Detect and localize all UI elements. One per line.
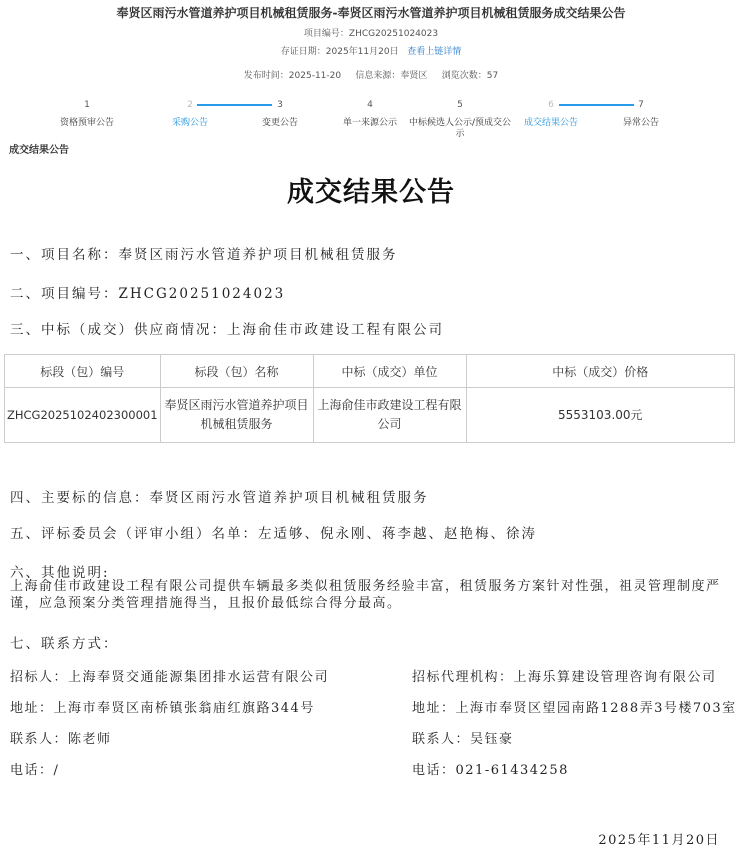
publish-time: 发布时间：2025-11-20 bbox=[243, 71, 342, 81]
announcement-steps bbox=[40, 98, 700, 138]
agency-address: 地址：上海市奉贤区望园南路1288弄3号楼703室 bbox=[412, 701, 737, 716]
meta-line bbox=[0, 68, 742, 81]
table-header-row bbox=[5, 355, 735, 388]
section-contact-title: 七、联系方式： bbox=[10, 636, 119, 652]
step-label: 单一来源公示 bbox=[342, 118, 397, 128]
step-label: 异常公告 bbox=[622, 118, 659, 128]
page-title: 成交结果公告 bbox=[287, 177, 455, 208]
step-label: 成交结果公告 bbox=[523, 118, 578, 128]
tenderer-address: 地址：上海市奉贤区南桥镇张翁庙红旗路344号 bbox=[10, 701, 315, 716]
info-source: 信息来源：奉贤区 bbox=[355, 71, 428, 81]
step-number: 4 bbox=[367, 100, 373, 110]
breadcrumb: 成交结果公告 bbox=[9, 145, 69, 156]
section-committee: 五、评标委员会（评审小组）名单：左适够、倪永刚、蒋李越、赵艳梅、徐涛 bbox=[10, 526, 537, 542]
step-number: 7 bbox=[638, 100, 644, 110]
agency-org: 招标代理机构：上海乐算建设管理咨询有限公司 bbox=[412, 670, 717, 685]
cell-lot-number: ZHCG2025102402300001 bbox=[5, 388, 161, 443]
announcement-date: 2025年11月20日 bbox=[598, 833, 720, 848]
section-project-number: 二、项目编号：ZHCG20251024023 bbox=[10, 286, 286, 302]
cell-winner: 上海俞佳市政建设工程有限公司 bbox=[313, 388, 466, 443]
step-label: 资格预审公告 bbox=[59, 118, 114, 128]
step-number: 6 bbox=[548, 100, 554, 110]
col-header-lot-number: 标段（包）编号 bbox=[5, 355, 161, 388]
cell-lot-name: 奉贤区雨污水管道养护项目机械租赁服务 bbox=[160, 388, 313, 443]
table-row bbox=[5, 388, 735, 443]
step-number: 5 bbox=[457, 100, 463, 110]
tenderer-contact-person: 联系人：陈老师 bbox=[10, 732, 112, 747]
contact-right bbox=[412, 668, 737, 780]
step-number: 3 bbox=[277, 100, 283, 110]
section-supplier: 三、中标（成交）供应商情况：上海俞佳市政建设工程有限公司 bbox=[10, 322, 444, 338]
col-header-price: 中标（成交）价格 bbox=[466, 355, 734, 388]
page-header-title: 奉贤区雨污水管道养护项目机械租赁服务-奉贤区雨污水管道养护项目机械租赁服务成交结果公告 bbox=[116, 6, 626, 20]
step-label: 变更公告 bbox=[261, 118, 298, 128]
col-header-lot-name: 标段（包）名称 bbox=[160, 355, 313, 388]
step-number: 2 bbox=[187, 100, 193, 110]
section-project-name: 一、项目名称：奉贤区雨污水管道养护项目机械租赁服务 bbox=[10, 247, 398, 263]
deposit-line bbox=[0, 44, 742, 57]
view-count: 浏览次数：57 bbox=[441, 71, 499, 81]
deposit-date: 存证日期：2025年11月20日 bbox=[280, 47, 399, 57]
step-label: 中标候选人公示/预成交公示 bbox=[408, 118, 512, 139]
project-number-line: 项目编号：ZHCG20251024023 bbox=[303, 29, 439, 39]
agency-contact-person: 联系人：吴钰豪 bbox=[412, 732, 514, 747]
tenderer-phone: 电话：/ bbox=[10, 763, 60, 778]
result-table bbox=[4, 354, 735, 443]
step-abnormal[interactable] bbox=[586, 98, 696, 129]
section-main-subject: 四、主要标的信息：奉贤区雨污水管道养护项目机械租赁服务 bbox=[10, 490, 429, 506]
contact-left bbox=[10, 668, 335, 780]
agency-phone: 电话：021-61434258 bbox=[412, 763, 569, 778]
cell-price: 5553103.00元 bbox=[466, 388, 734, 443]
chain-detail-link[interactable]: 查看上链详情 bbox=[407, 47, 462, 57]
step-label: 采购公告 bbox=[171, 118, 208, 128]
step-number: 1 bbox=[84, 100, 90, 110]
section-other-body: 上海俞佳市政建设工程有限公司提供车辆最多类似租赁服务经验丰富，租赁服务方案针对性强，祖灵管理制度严谨，应急预案分类管理措施得当，且报价最低综合得分最高。 bbox=[10, 579, 721, 611]
step-prequal[interactable] bbox=[32, 98, 142, 129]
col-header-winner: 中标（成交）单位 bbox=[313, 355, 466, 388]
tenderer-org: 招标人：上海奉贤交通能源集团排水运营有限公司 bbox=[10, 670, 330, 685]
section-other-title: 六、其他说明: bbox=[10, 565, 110, 581]
